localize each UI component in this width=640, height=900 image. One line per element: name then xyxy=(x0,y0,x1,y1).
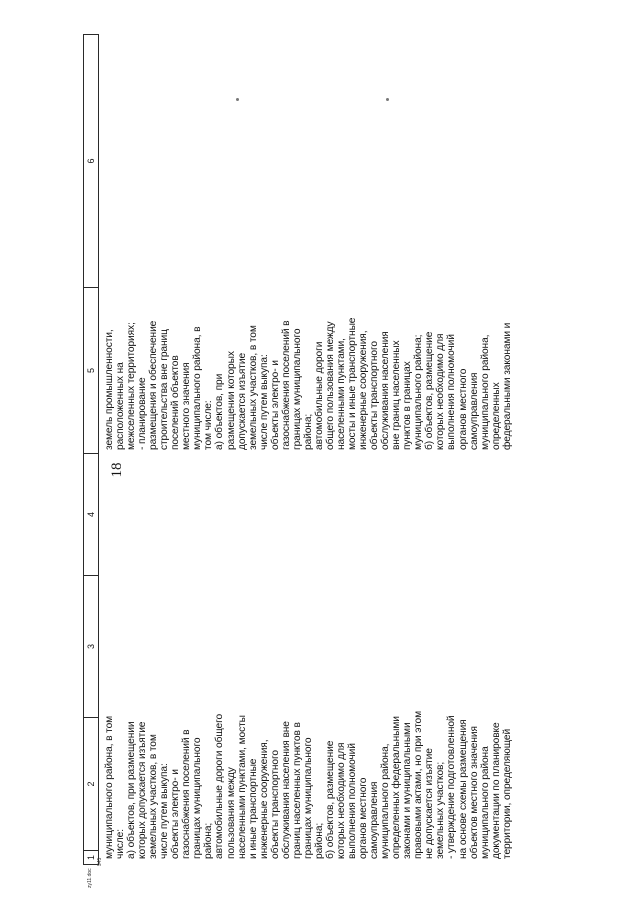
column-header-6: 6 xyxy=(84,35,99,288)
table-header xyxy=(84,35,99,865)
column-header-5: 5 xyxy=(84,288,99,454)
page-number: 18 xyxy=(109,462,125,478)
column-header-4: 4 xyxy=(84,454,99,576)
column-5-text: земель промышленности, расположенных на межселенных территориях; - планирование размещения и обеспечение строительства вне границ поселений объектов местного значения муниципального района, в том числе: а) объектов, при размещении которых допускается изъятие земельных участков, в том числе путем выкупа: объекты электро- и газоснабжения поселений в границах муниципального района; автомобильные дороги общего пользования между населенными пунктами, мосты и иные транспортные инженерные сооружения, объекты транспортного обслуживания населения вне границ населенных пунктов в границах муниципального района; б) объектов, размещение которых необходимо для выполнения полномочий органов местного самоуправления муниципального района, определенных федеральными законами и xyxy=(104,317,513,450)
column-2-text: муниципального района, в том числе: а) объектов, при размещении которых допускается изъятие земельных участков, в том числе путем выкупа: объекты электро- и газоснабжения поселений в границах муниципального района; автомобильные дороги общего пользования между населенными пунктами, мосты и иные транспортные инженерные сооружения, объекты транспортного обслуживания населения вне границ населенных пунктов в границах муниципального района; б) объектов, размещение которых необходимо для выполнения полномочий органов местного самоуправления муниципального района, определенных федеральными законами и муниципальными правовыми актами, но при этом не допускается изъятие земельных участков; - утверждение подготовленной на основе схемы размещения объектов местного значения муниципального района документации по планировке территории, определяющей xyxy=(104,710,513,859)
column-header-2: 2 xyxy=(84,718,99,851)
footer-doc-number: 945 xyxy=(97,857,103,866)
rotated-table-page xyxy=(83,15,640,865)
footer-doc-code: zy11.doc xyxy=(87,868,93,888)
column-header-1: 1 xyxy=(84,851,99,865)
column-header-3: 3 xyxy=(84,576,99,718)
column-header-row xyxy=(83,34,99,865)
